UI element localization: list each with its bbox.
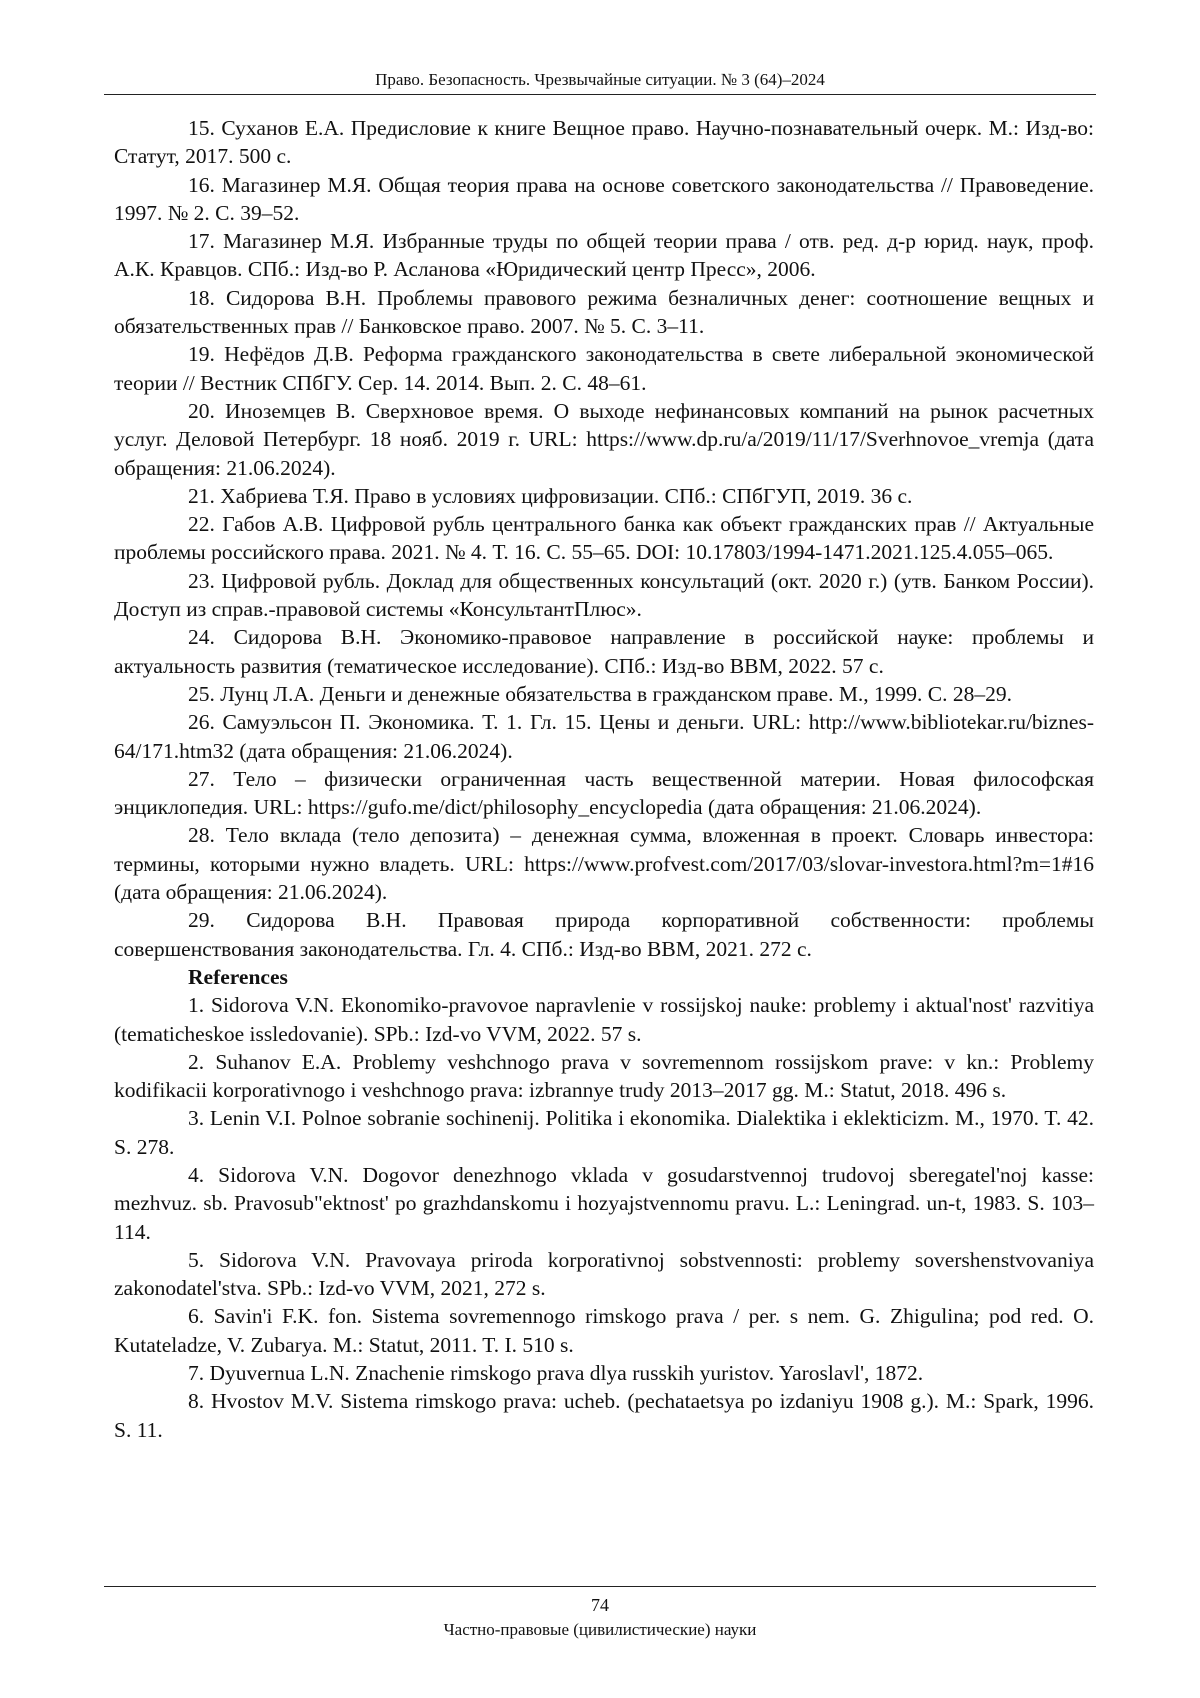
references-list xyxy=(114,991,1094,1444)
reference-item: 1. Sidorova V.N. Ekonomiko-pravovoe napravlenie v rossijskoj nauke: problemy i aktual'nost' razvitiya (tematicheskoe issledovanie). SPb.: Izd-vo VVM, 2022. 57 s. xyxy=(114,993,1094,1046)
running-header: Право. Безопасность. Чрезвычайные ситуации. № 3 (64)–2024 xyxy=(375,70,825,89)
footer-divider xyxy=(104,1586,1096,1587)
bibliography-item: 22. Габов А.В. Цифровой рубль центрального банка как объект гражданских прав // Актуальные проблемы российского права. 2021. № 4. Т. 16. С. 55–65. DOI: 10.17803/1994-1471.2021.125.4.055–065. xyxy=(114,512,1094,565)
bibliography-item: 20. Иноземцев В. Сверхновое время. О выходе нефинансовых компаний на рынок расчетных услуг. Деловой Петербург. 18 нояб. 2019 г. URL: https://www.dp.ru/a/2019/11/17/Sverhnovoe_vremja (дата обращения: 21.06.2024). xyxy=(114,398,1094,480)
reference-item: 6. Savin'i F.K. fon. Sistema sovremennogo rimskogo prava / per. s nem. G. Zhigulina; pod red. O. Kutateladze, V. Zubarya. M.: Statut, 2011. T. I. 510 s. xyxy=(114,1304,1094,1357)
bibliography-item: 23. Цифровой рубль. Доклад для общественных консультаций (окт. 2020 г.) (утв. Банком России). Доступ из справ.-правовой системы «КонсультантПлюс». xyxy=(114,568,1094,622)
bibliography-item: 25. Лунц Л.А. Деньги и денежные обязательства в гражданском праве. М., 1999. С. 28–29. xyxy=(188,681,1013,706)
bibliography-item: 17. Магазинер М.Я. Избранные труды по общей теории права / отв. ред. д-р юрид. наук, проф. А.К. Кравцов. СПб.: Изд-во Р. Асланова «Юридический центр Пресс», 2006. xyxy=(114,229,1094,282)
reference-item: 7. Dyuvernua L.N. Znachenie rimskogo prava dlya russkih yuristov. Yaroslavl', 1872. xyxy=(188,1361,924,1386)
bibliography-item: 24. Сидорова В.Н. Экономико-правовое направление в российской науке: проблемы и актуальность развития (тематическое исследование). СПб.: Изд-во ВВМ, 2022. 57 с. xyxy=(114,625,1094,678)
reference-item: 4. Sidorova V.N. Dogovor denezhnogo vklada v gosudarstvennoj trudovoj sberegatel'noj kasse: mezhvuz. sb. Pravosub"ektnost' po grazhdanskomu i hozyajstvennomu pravu. L.: Leningrad. un-t, 1983. S. 103–114. xyxy=(114,1162,1094,1244)
reference-item: 3. Lenin V.I. Polnoe sobranie sochinenij. Politika i ekonomika. Dialektika i eklekticizm. M., 1970. T. 42. S. 278. xyxy=(114,1106,1094,1159)
bibliography-item: 16. Магазинер М.Я. Общая теория права на основе советского законодательства // Правоведение. 1997. № 2. С. 39–52. xyxy=(114,172,1094,225)
page-body xyxy=(114,114,1094,1444)
bibliography-item: 18. Сидорова В.Н. Проблемы правового режима безналичных денег: соотношение вещных и обязательственных прав // Банковское право. 2007. № 5. С. 3–11. xyxy=(114,285,1094,339)
reference-item: 2. Suhanov E.A. Problemy veshchnogo prava v sovremennom rossijskom prave: v kn.: Problemy kodifikacii korporativnogo i veshchnogo prava: izbrannye trudy 2013–2017 gg. M.: Statut, 2018. 496 s. xyxy=(114,1049,1094,1103)
page-number: 74 xyxy=(591,1595,609,1615)
bibliography-item: 26. Самуэльсон П. Экономика. Т. 1. Гл. 15. Цены и деньги. URL: http://www.bibliotekar.ru/biznes-64/171.htm32 (дата обращения: 21.06.2024). xyxy=(114,710,1094,763)
header-divider xyxy=(104,94,1096,95)
bibliography-item: 19. Нефёдов Д.В. Реформа гражданского законодательства в свете либеральной экономической теории // Вестник СПбГУ. Сер. 14. 2014. Вып. 2. С. 48–61. xyxy=(114,342,1094,395)
bibliography-list xyxy=(114,114,1094,963)
references-heading: References xyxy=(188,964,288,989)
bibliography-item: 15. Суханов Е.А. Предисловие к книге Вещное право. Научно-познавательный очерк. М.: Изд-во: Статут, 2017. 500 с. xyxy=(114,116,1094,169)
bibliography-item: 28. Тело вклада (тело депозита) – денежная сумма, вложенная в проект. Словарь инвестора: термины, которыми нужно владеть. URL: https://www.profvest.com/2017/03/slovar-investora.html?m=1#16 (дата обращения: 21.06.2024). xyxy=(114,823,1094,905)
running-footer: Частно-правовые (цивилистические) науки xyxy=(443,1620,757,1639)
reference-item: 5. Sidorova V.N. Pravovaya priroda korporativnoj sobstvennosti: problemy sovershenstvovaniya zakonodatel'stva. SPb.: Izd-vo VVM, 2021, 272 s. xyxy=(114,1247,1094,1301)
bibliography-item: 29. Сидорова В.Н. Правовая природа корпоративной собственности: проблемы совершенствования законодательства. Гл. 4. СПб.: Изд-во ВВМ, 2021. 272 с. xyxy=(114,908,1094,961)
reference-item: 8. Hvostov M.V. Sistema rimskogo prava: ucheb. (pechataetsya po izdaniyu 1908 g.). M.: Spark, 1996. S. 11. xyxy=(114,1389,1094,1442)
bibliography-item: 27. Тело – физически ограниченная часть вещественной материи. Новая философская энциклопедия. URL: https://gufo.me/dict/philosophy_encyclopedia (дата обращения: 21.06.2024). xyxy=(114,766,1094,820)
bibliography-item: 21. Хабриева Т.Я. Право в условиях цифровизации. СПб.: СПбГУП, 2019. 36 с. xyxy=(188,483,913,508)
